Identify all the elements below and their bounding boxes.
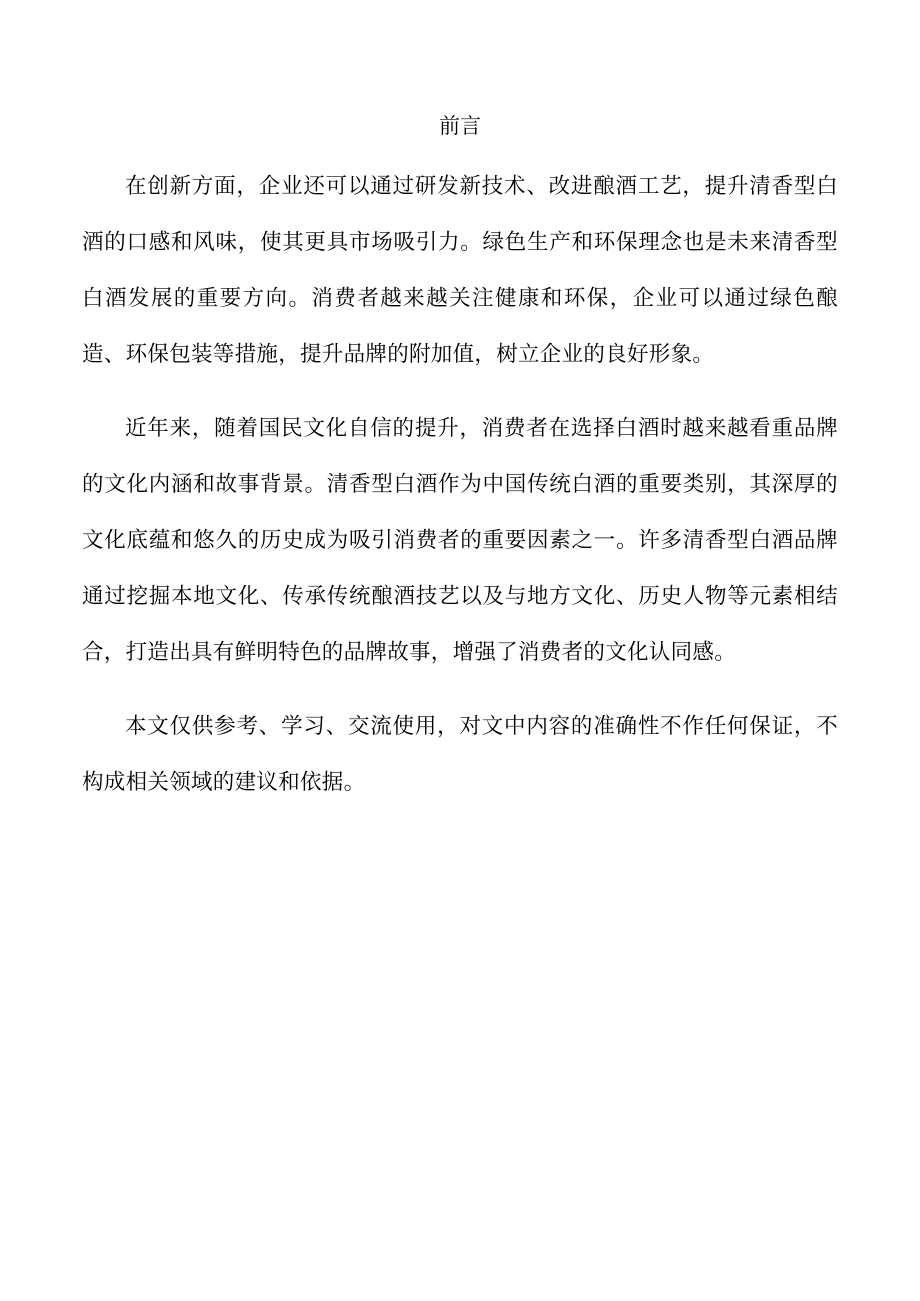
page-title: 前言: [439, 114, 481, 138]
paragraph-innovation: 在创新方面，企业还可以通过研发新技术、改进酿酒工艺，提升清香型白酒的口感和风味，使其更具市场吸引力。绿色生产和环保理念也是未来清香型白酒发展的重要方向。消费者越来越关注健康和环保，企业可以通过绿色酿造、环保包装等措施，提升品牌的附加值，树立企业的良好形象。: [82, 174, 838, 367]
paragraph-culture: 近年来，随着国民文化自信的提升，消费者在选择白酒时越来越看重品牌的文化内涵和故事背景。清香型白酒作为中国传统白酒的重要类别，其深厚的文化底蕴和悠久的历史成为吸引消费者的重要因素之一。许多清香型白酒品牌通过挖掘本地文化、传承传统酿酒技艺以及与地方文化、历史人物等元素相结合，打造出具有鲜明特色的品牌故事，增强了消费者的文化认同感。: [82, 416, 838, 665]
paragraph-disclaimer: 本文仅供参考、学习、交流使用，对文中内容的准确性不作任何保证，不构成相关领域的建议和依据。: [82, 714, 838, 795]
document-body: [82, 159, 838, 829]
